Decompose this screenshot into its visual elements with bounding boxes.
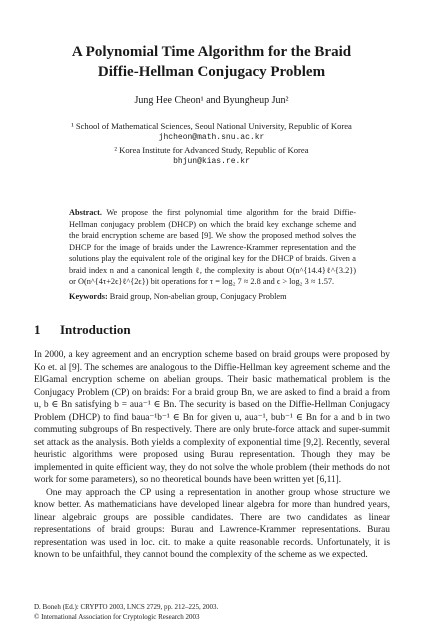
keywords — [69, 291, 356, 302]
paper-title — [20, 42, 403, 82]
affiliations — [20, 120, 403, 168]
keywords-text: Braid group, Non-abelian group, Conjugacy Problem — [109, 292, 287, 301]
email-1[interactable]: jhcheon@math.snu.ac.kr — [158, 133, 265, 142]
email-2[interactable]: bhjun@kias.re.kr — [173, 157, 250, 166]
paragraph-1: In 2000, a key agreement and an encryption scheme based on braid groups were proposed by Ko et. al [9]. The schemes are analogous to the Diffie-Hellman key agreement scheme and the ElGamal encryption scheme on abelian groups. Their basic mathematical problem is the Conjugacy Problem (CP) on braids: For a braid group Bn, we are asked to find a braid a from u, b ∈ Bn satisfying b = aua⁻¹ ∈ Bn. The security is based on the Diffie-Hellman Conjugacy Problem (DHCP) to find baua⁻¹b⁻¹ ∈ Bn for given u, aua⁻¹, bub⁻¹ ∈ Bn for a and b in two commuting subgroups of Bn respectively. There are only brute-force attack and super-summit set attack as the analysis. Both yields a complexity of exponential time [9,2]. Recently, several heuristic algorithms were proposed using Burau representation. Though they may be implemented in quite efficient way, they do not solve the whole problem (their methods do not work for some parameters), so no theoretical bounds have been written yet [6,11]. — [34, 350, 390, 485]
title-line-2: Diffie-Hellman Conjugacy Problem — [97, 64, 326, 80]
section-title: Introduction — [60, 322, 131, 337]
author-list: Jung Hee Cheon¹ and Byungheup Jun² — [134, 95, 289, 106]
footer-copyright: © International Association for Cryptologic Research 2003 — [34, 613, 200, 621]
section-body — [34, 349, 390, 562]
affiliation-2: ² Korea Institute for Advanced Study, Republic of Korea — [114, 145, 309, 155]
abstract-text: We propose the first polynomial time algorithm for the braid Diffie-Hellman conjugacy problem (DHCP) on which the braid key exchange scheme and the braid encryption scheme are based [9]. We show the proposed method solves the DHCP for the image of braids under the Lawrence-Krammer representation and the solutions play the equivalent role of the original key for the DHCP of braids. Given a braid index n and a canonical length ℓ, the complexity is about O(n^{14.4}ℓ^{3.2}) or O(n^{4τ+2ϵ}ℓ^{2ϵ}) bit operations for τ = log₂ 7 ≈ 2.8 and ϵ > log₂ 3 ≈ 1.57. — [69, 208, 356, 286]
keywords-label: Keywords: — [69, 292, 108, 301]
abstract-label: Abstract. — [69, 208, 102, 217]
paragraph-2: One may approach the CP using a representation in another group whose structure we know better. As mathematicians have developed linear algebra for more than hundred years, linear algebraic groups are possible candidates. There are two candidates as linear representations of braid groups: Burau and Lawrence-Krammer representations. Burau representation was used in loc. cit. to make a quite reasonable records. Unfortunately, it is known to be unfaithful, they cannot bound the complexity of the scheme as we expected. — [34, 487, 390, 560]
affiliation-1: ¹ School of Mathematical Sciences, Seoul National University, Republic of Korea — [71, 121, 352, 131]
title-line-1: A Polynomial Time Algorithm for the Braid — [71, 44, 352, 60]
section-number: 1 — [34, 322, 41, 337]
abstract — [69, 207, 356, 288]
footer-citation: D. Boneh (Ed.): CRYPTO 2003, LNCS 2729, pp. 212–225, 2003. — [34, 603, 219, 611]
section-heading — [34, 322, 131, 338]
page-footer — [34, 602, 218, 622]
